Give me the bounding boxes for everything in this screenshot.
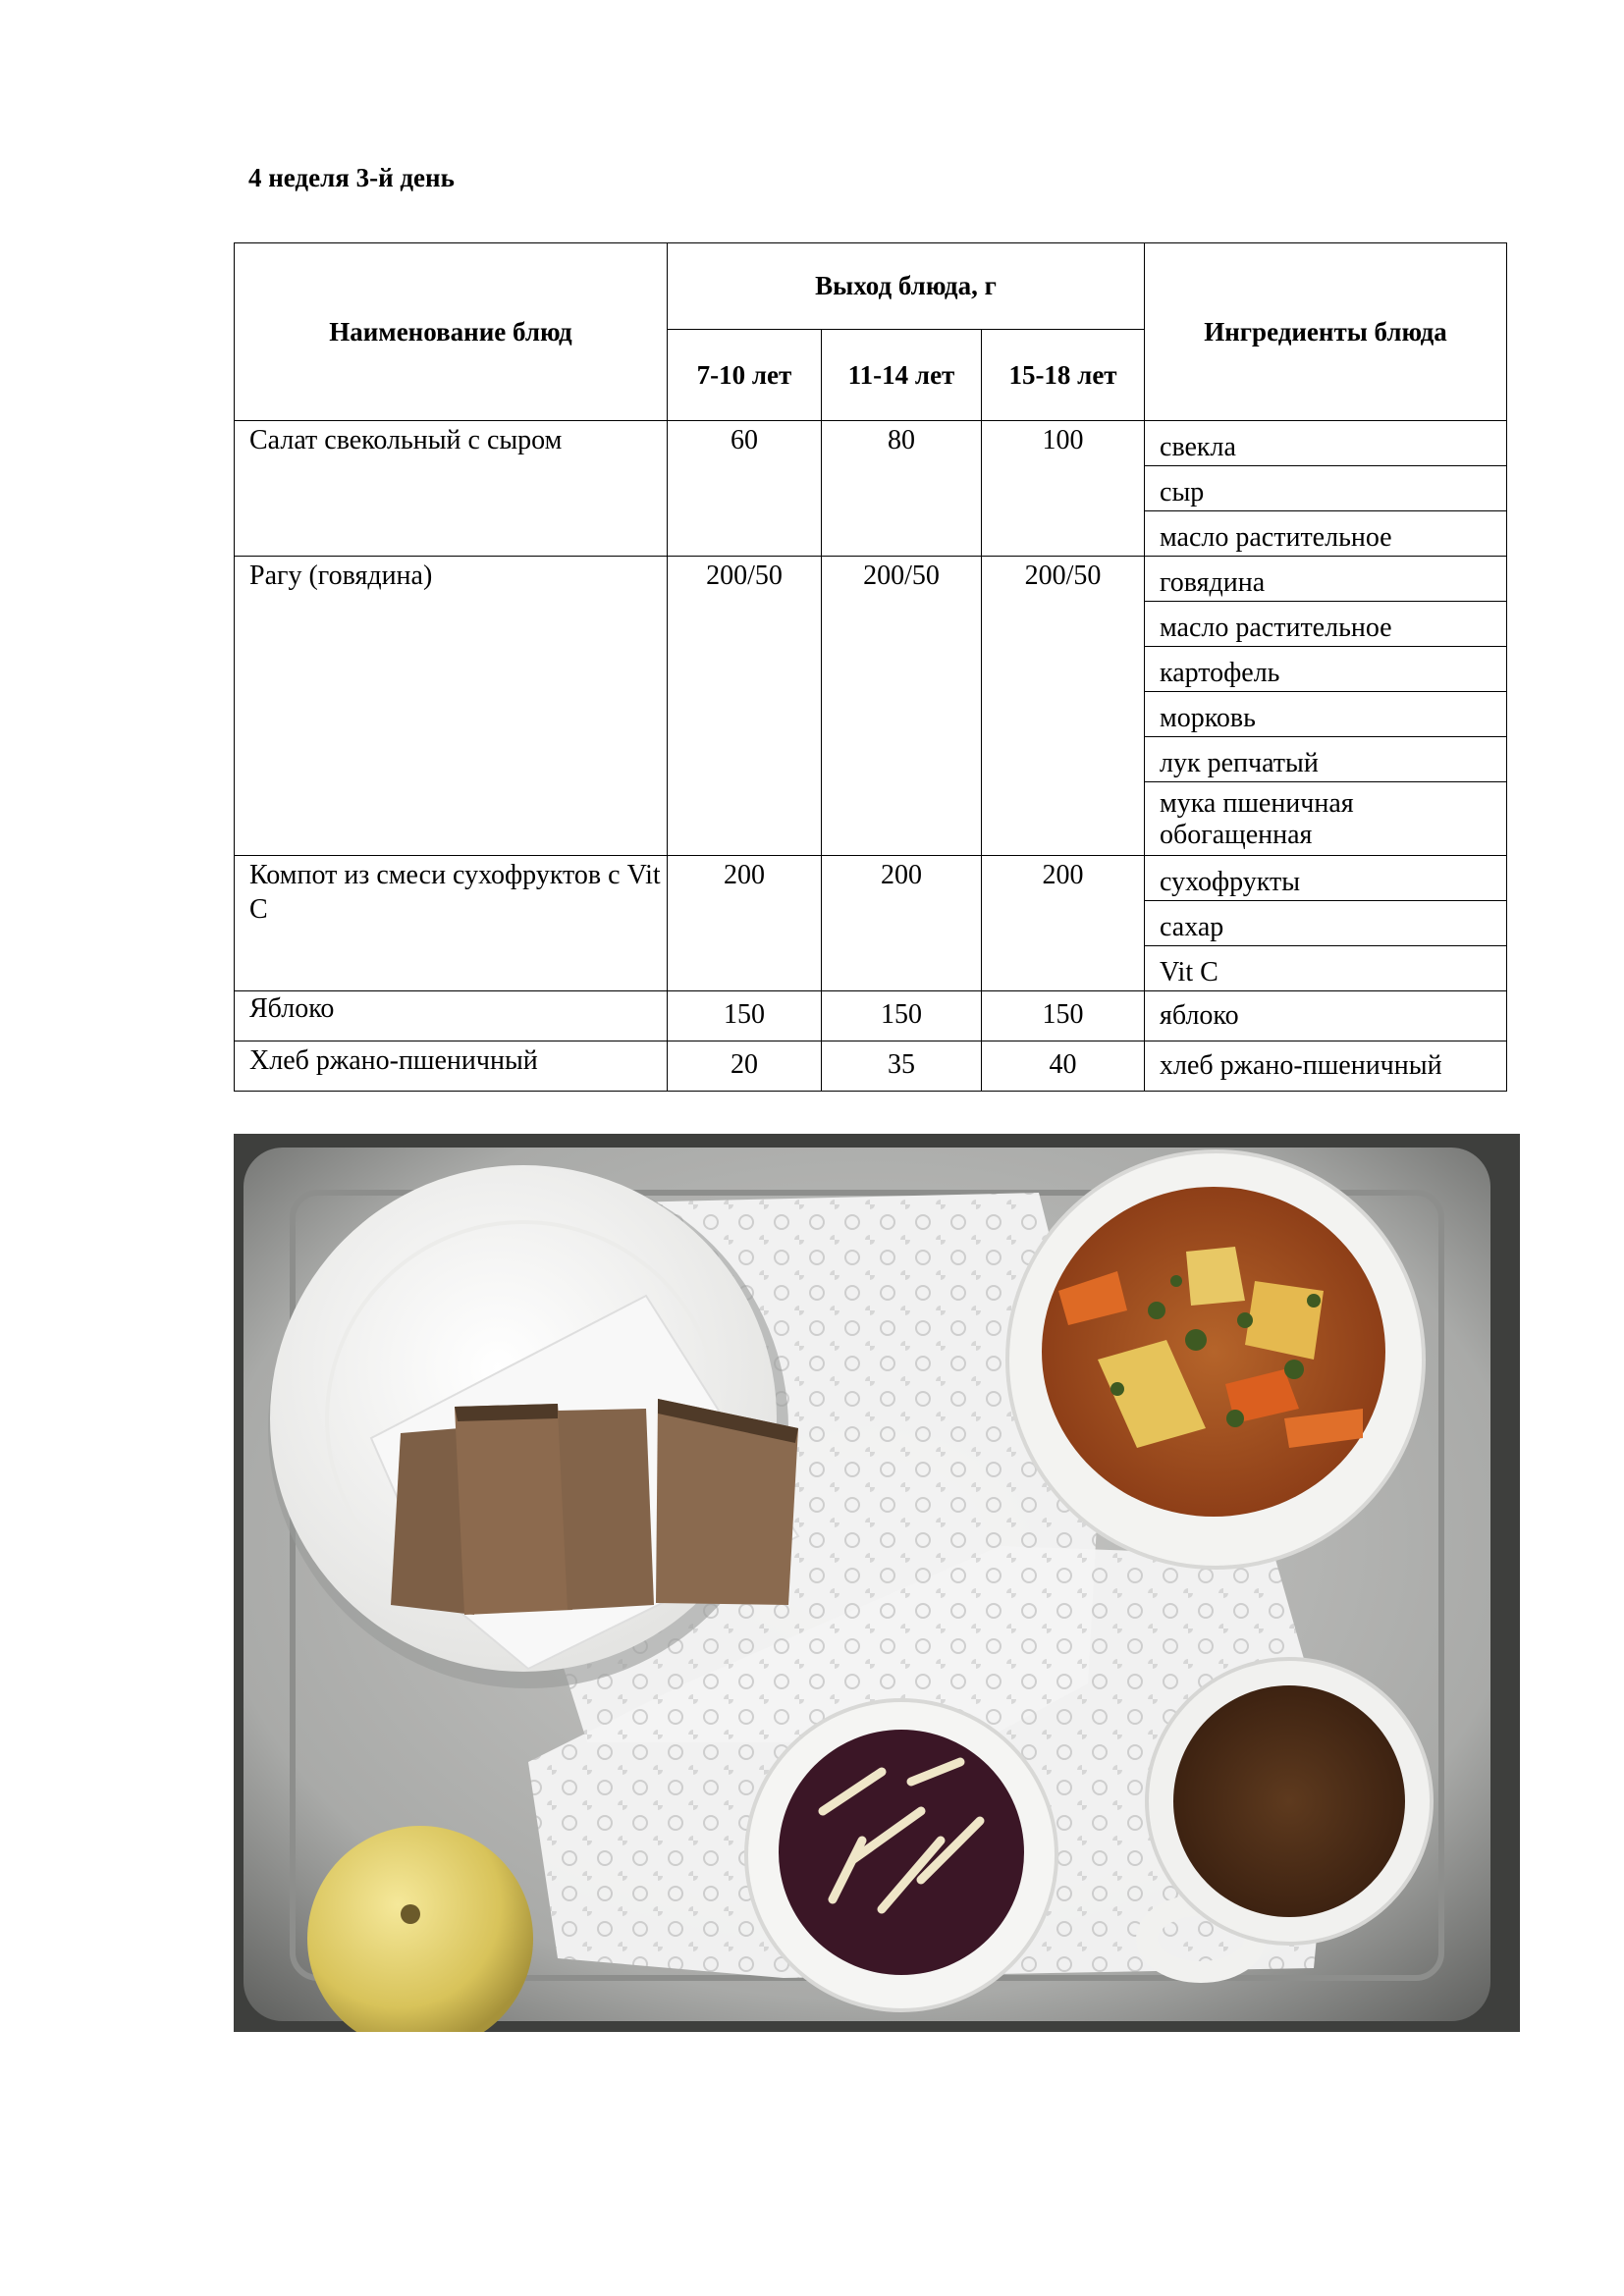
ingredient-item: морковь xyxy=(1145,692,1506,737)
ingredient-list xyxy=(1145,557,1506,855)
ingredient-item: картофель xyxy=(1145,647,1506,692)
ingredient-item: Vit C xyxy=(1160,957,1218,988)
header-age-7-10: 7-10 лет xyxy=(668,330,822,421)
yield-7-10: 200 xyxy=(668,856,822,991)
ingredient-item: хлеб ржано-пшеничный xyxy=(1160,1050,1442,1081)
yield-15-18: 150 xyxy=(982,991,1145,1041)
dish-name: Хлеб ржано-пшеничный xyxy=(235,1041,668,1092)
table-row xyxy=(235,557,1507,856)
header-ingredients: Ингредиенты блюда xyxy=(1145,243,1507,421)
ingredient-item: сухофрукты xyxy=(1145,856,1506,901)
header-age-11-14: 11-14 лет xyxy=(822,330,982,421)
table-row xyxy=(235,991,1507,1041)
table-row xyxy=(235,421,1507,557)
ingredient-item: мука пшеничная обогащенная xyxy=(1160,788,1354,850)
stew-bowl xyxy=(1007,1151,1424,1568)
ingredient-item: лук репчатый xyxy=(1145,737,1506,782)
dish-name: Компот из смеси сухофруктов с Vit C xyxy=(235,856,668,991)
page-heading: 4 неделя 3-й день xyxy=(248,163,455,192)
table-row xyxy=(235,1041,1507,1092)
yield-7-10: 60 xyxy=(668,421,822,557)
table-row xyxy=(235,856,1507,991)
yield-11-14: 200/50 xyxy=(822,557,982,856)
ingredient-item: яблоко xyxy=(1160,1000,1239,1031)
header-dish-name: Наименование блюд xyxy=(235,243,668,421)
ingredient-item: свекла xyxy=(1145,421,1506,466)
meal-photo-drawing xyxy=(234,1134,1520,2032)
yield-7-10: 150 xyxy=(668,991,822,1041)
yield-7-10: 200/50 xyxy=(668,557,822,856)
yield-11-14: 35 xyxy=(822,1041,982,1092)
ingredients-cell xyxy=(1145,856,1507,991)
yield-7-10: 20 xyxy=(668,1041,822,1092)
ingredients-cell xyxy=(1145,421,1507,557)
yield-15-18: 200/50 xyxy=(982,557,1145,856)
ingredients-cell xyxy=(1145,557,1507,856)
ingredient-list xyxy=(1145,1041,1506,1083)
bread-icon xyxy=(391,1399,798,1615)
menu-table xyxy=(234,242,1507,1092)
ingredients-cell xyxy=(1145,991,1507,1041)
yield-15-18: 40 xyxy=(982,1041,1145,1092)
yield-15-18: 100 xyxy=(982,421,1145,557)
beet-salad-bowl xyxy=(746,1700,1056,2010)
ingredients-cell xyxy=(1145,1041,1507,1092)
yield-11-14: 80 xyxy=(822,421,982,557)
ingredient-list xyxy=(1145,856,1506,990)
ingredient-item: масло растительное xyxy=(1145,602,1506,647)
header-age-15-18: 15-18 лет xyxy=(982,330,1145,421)
ingredient-item: масло растительное xyxy=(1160,522,1392,553)
yield-15-18: 200 xyxy=(982,856,1145,991)
ingredient-item: сахар xyxy=(1145,901,1506,946)
ingredient-item: сыр xyxy=(1145,466,1506,511)
ingredient-list xyxy=(1145,421,1506,556)
yield-11-14: 200 xyxy=(822,856,982,991)
ingredient-item: говядина xyxy=(1145,557,1506,602)
dish-name: Яблоко xyxy=(235,991,668,1041)
dish-name: Рагу (говядина) xyxy=(235,557,668,856)
dish-name: Салат свекольный с сыром xyxy=(235,421,668,557)
ingredient-list xyxy=(1145,991,1506,1033)
header-yield: Выход блюда, г xyxy=(668,243,1145,330)
meal-photo xyxy=(234,1134,1520,2032)
yield-11-14: 150 xyxy=(822,991,982,1041)
